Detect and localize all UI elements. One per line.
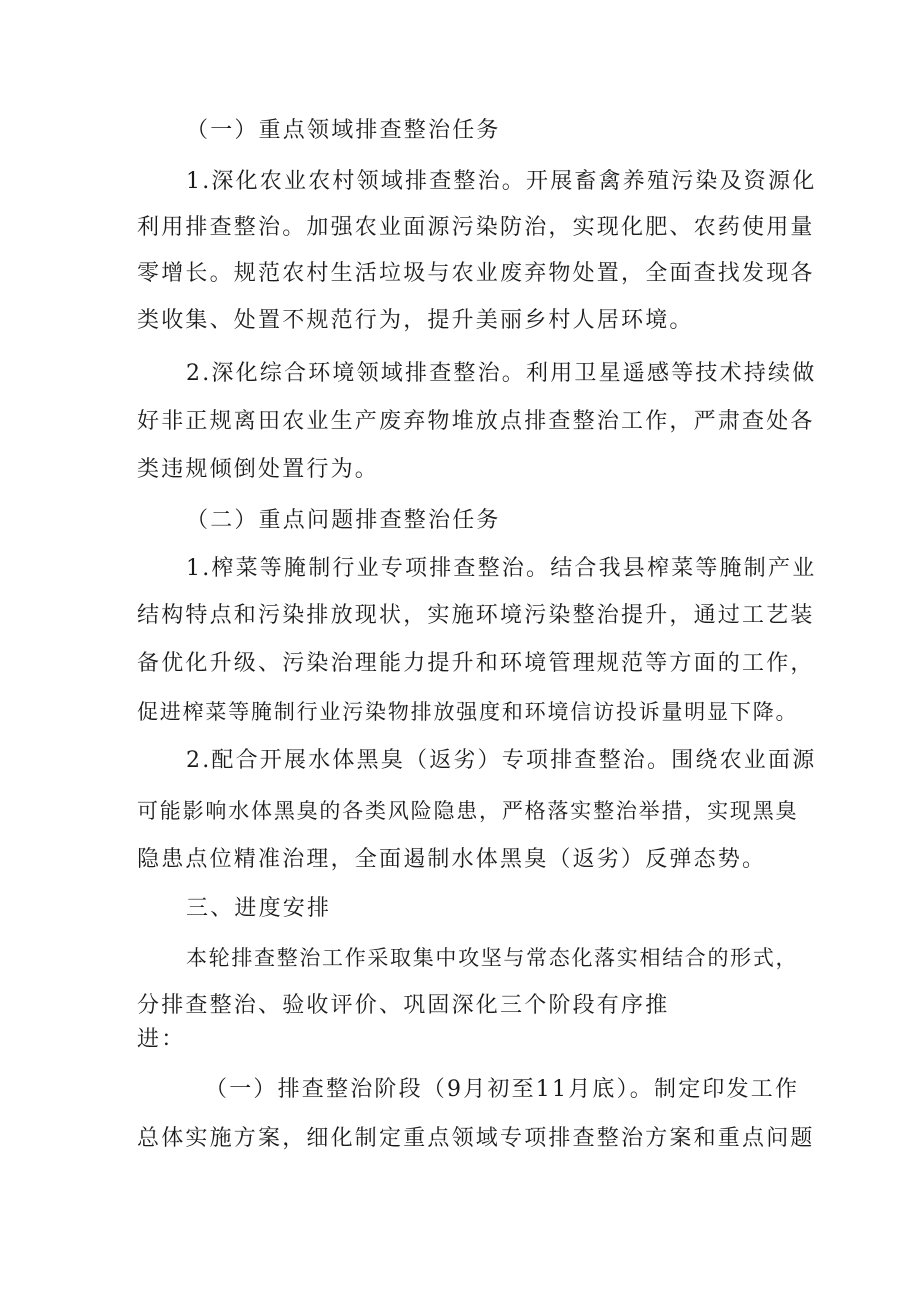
paragraph-line: 分排查整治、验收评价、巩固深化三个阶段有序推 (137, 993, 670, 1018)
paragraph-line: 备优化升级、污染治理能力提升和环境管理规范等方面的工作， (137, 651, 815, 676)
paragraph-line: 零增长。规范农村生活垃圾与农业废弃物处置，全面查找发现各 (137, 261, 815, 286)
paragraph-line: 2.配合开展水体黑臭（返劣）专项排查整治。围绕农业面源 (186, 748, 817, 773)
paragraph-line: （一）排查整治阶段（9月初至11月底）。制定印发工作 (205, 1077, 800, 1102)
paragraph-line: 2.深化综合环境领域排查整治。利用卫星遥感等技术持续做 (186, 361, 817, 386)
section-heading: （一）重点领域排查整治任务 (186, 118, 501, 143)
paragraph-line: 总体实施方案，细化制定重点领域专项排查整治方案和重点问题 (137, 1126, 815, 1151)
paragraph-line: 本轮排查整治工作采取集中攻坚与常态化落实相结合的形式， (186, 946, 797, 970)
paragraph-line: 类违规倾倒处置行为。 (137, 457, 380, 482)
paragraph-line: 隐患点位精准治理，全面遏制水体黑臭（返劣）反弹态势。 (137, 847, 767, 872)
paragraph-line: 利用排查整治。加强农业面源污染防治，实现化肥、农药使用量 (137, 215, 815, 240)
section-heading: （二）重点问题排查整治任务 (186, 508, 501, 533)
paragraph-line: 1.榨菜等腌制行业专项排查整治。结合我县榨菜等腌制产业 (186, 556, 817, 581)
paragraph-line: 进： (137, 1027, 186, 1052)
paragraph-line: 好非正规离田农业生产废弃物堆放点排查整治工作，严肃查处各 (137, 409, 815, 434)
paragraph-line: 类收集、处置不规范行为，提升美丽乡村人居环境。 (137, 308, 694, 333)
paragraph-line: 促进榨菜等腌制行业污染物排放强度和环境信访投诉量明显下降。 (137, 700, 797, 724)
paragraph-line: 1.深化农业农村领域排查整治。开展畜禽养殖污染及资源化 (186, 169, 817, 194)
paragraph-line: 可能影响水体黑臭的各类风险隐患，严格落实整治举措，实现黑臭 (137, 799, 797, 823)
paragraph-line: 结构特点和污染排放现状，实施环境污染整治提升，通过工艺装 (137, 603, 815, 628)
section-heading: 三、进度安排 (186, 896, 332, 921)
